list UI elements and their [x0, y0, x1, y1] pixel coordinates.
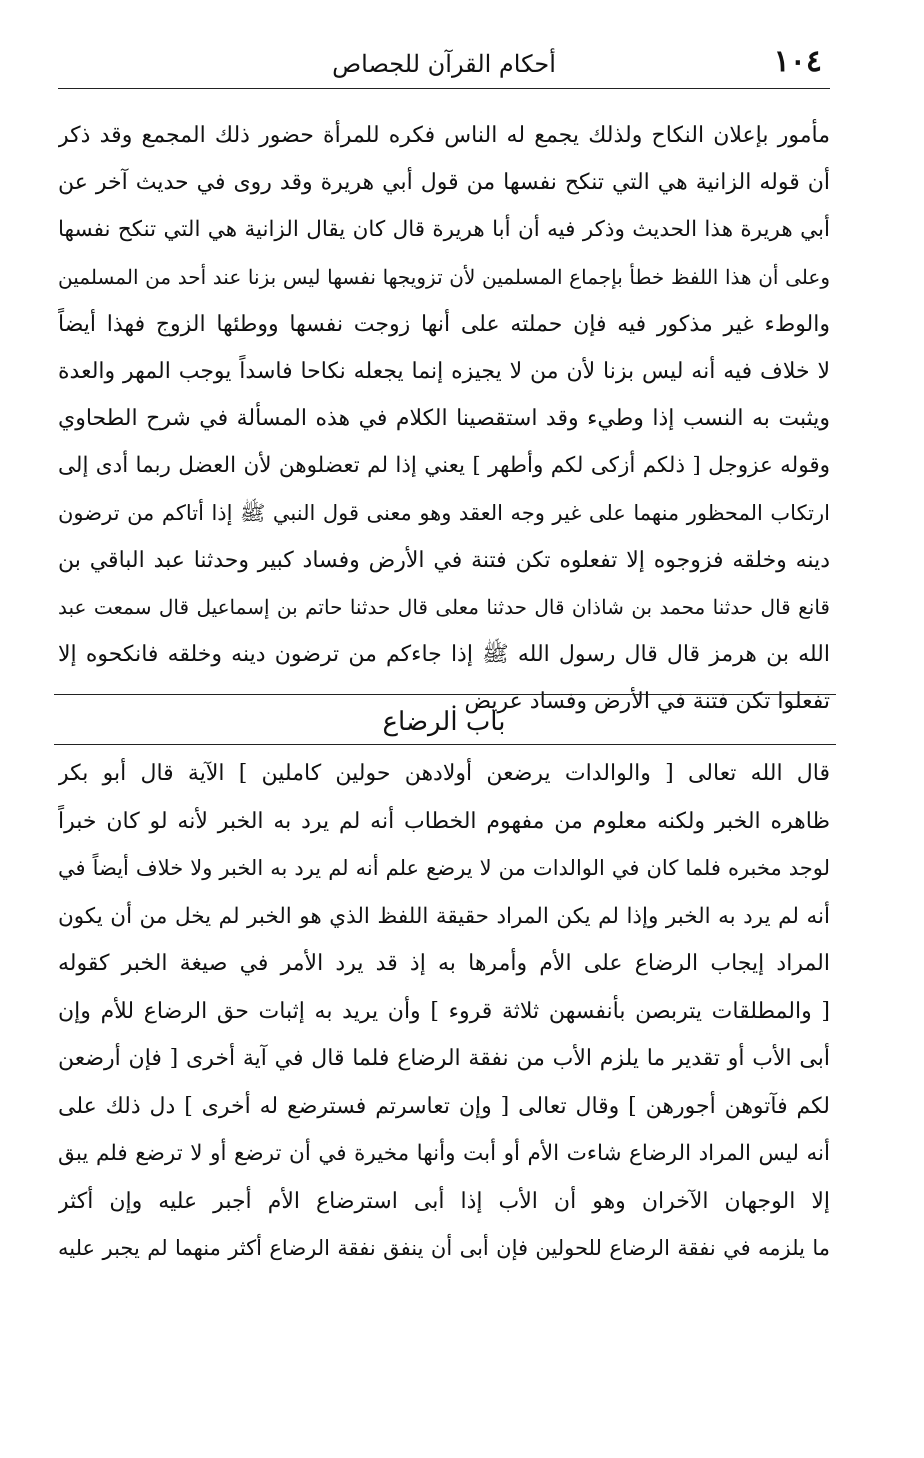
text-line: تفعلوا تكن فتنة في الأرض وفساد عريض .: [450, 689, 830, 715]
text-line: ارتكاب المحظور منهما على غير وجه العقد وهو معنى قول النبي ﷺ إذا أتاكم من ترضون: [58, 500, 830, 525]
text-line: لكم فآتوهن أجورهن ] وقال تعالى [ وإن تعاسرتم فسترضع له أخرى ] دل ذلك على: [58, 1093, 830, 1119]
body-text-section-2: [58, 750, 830, 1273]
text-line: ما يلزمه في نفقة الرضاع للحولين فإن أبى أن ينفق نفقة الرضاع أكثر منهما لم يجبر عليه: [58, 1236, 830, 1260]
text-line: لا خلاف فيه أنه ليس بزنا لأن من لا يجيزه إنما يجعله نكاحا فاسداً يوجب المهر والعدة: [58, 358, 830, 384]
text-line: لوجد مخبره فلما كان في الوالدات من لا يرضع علم أنه لم يرد به الخبر ولا خلاف أيضاً في: [58, 856, 830, 880]
text-line: المراد إيجاب الرضاع على الأم وأمرها به إذ قد يرد الأمر في صيغة الخبر كقوله: [58, 951, 830, 976]
text-line: أنه لم يرد به الخبر وإذا لم يكن المراد حقيقة اللفظ الذي هو الخبر لم يخل من أن يكون: [58, 903, 830, 929]
text-line: أن قوله الزانية هي التي تنكح نفسها من قول أبي هريرة وقد روى في حديث آخر عن: [58, 170, 830, 196]
page-header: [58, 40, 830, 89]
text-line: ويثبت به النسب إذا وطيء وقد استقصينا الكلام في هذه المسألة في شرح الطحاوي: [58, 406, 830, 432]
running-title: أحكام القرآن للجصاص: [332, 50, 556, 78]
section-heading: باب الرضاع: [382, 707, 506, 737]
text-line: والوطء غير مذكور فيه فإن حملته على أنها زوجت نفسها ووطئها الزوج فهذا أيضاً: [58, 311, 830, 337]
text-line: إلا الوجهان الآخران وهو أن الأب إذا أبى استرضاع الأم أجبر عليه وإن أكثر: [58, 1188, 830, 1214]
text-line: أنه ليس المراد الرضاع شاءت الأم أو أبت وأنها مخيرة في أن ترضع أو لا ترضع فلم يبق: [58, 1141, 830, 1166]
page-number: ١٠٤: [773, 44, 822, 79]
text-line: وعلى أن هذا اللفظ خطأ بإجماع المسلمين لأن تزويجها نفسها ليس بزنا عند أحد من المسلمين: [58, 264, 830, 289]
body-text-section-1: [58, 112, 830, 725]
text-line: قال الله تعالى [ والوالدات يرضعن أولادهن حولين كاملين ] الآية قال أبو بكر: [58, 761, 830, 786]
text-line: أبى الأب أو تقدير ما يلزم الأب من نفقة الرضاع فلما قال في آية أخرى [ فإن أرضعن: [58, 1046, 830, 1071]
text-line: دينه وخلقه فزوجوه إلا تفعلوه تكن فتنة في الأرض وفساد كبير وحدثنا عبد الباقي بن: [58, 547, 830, 573]
text-line: ظاهره الخبر ولكنه معلوم من مفهوم الخطاب أنه لم يرد به الخبر لأنه لو كان خبراً: [58, 808, 830, 834]
text-line: قانع قال حدثنا محمد بن شاذان قال حدثنا معلى قال حدثنا حاتم بن إسماعيل قال سمعت عبد: [58, 594, 830, 619]
text-line: [ والمطلقات يتربصن بأنفسهن ثلاثة قروء ] وأن يريد به إثبات حق الرضاع للأم وإن: [58, 998, 830, 1024]
text-line: الله بن هرمز قال قال رسول الله ﷺ إذا جاءكم من ترضون دينه وخلقه فانكحوه إلا: [58, 642, 830, 668]
section-divider-bottom: [54, 744, 836, 745]
section-divider-top: [54, 694, 836, 695]
text-line: وقوله عزوجل [ ذلكم أزكى لكم وأطهر ] يعني إذا لم تعضلوهن لأن العضل ربما أدى إلى: [58, 453, 830, 479]
text-line: مأمور بإعلان النكاح ولذلك يجمع له الناس فكره للمرأة حضور ذلك المجمع وقد ذكر: [58, 123, 830, 148]
text-line: أبي هريرة هذا الحديث وذكر فيه أن أبا هريرة قال كان يقال الزانية هي التي تنكح نفسها: [58, 217, 830, 243]
